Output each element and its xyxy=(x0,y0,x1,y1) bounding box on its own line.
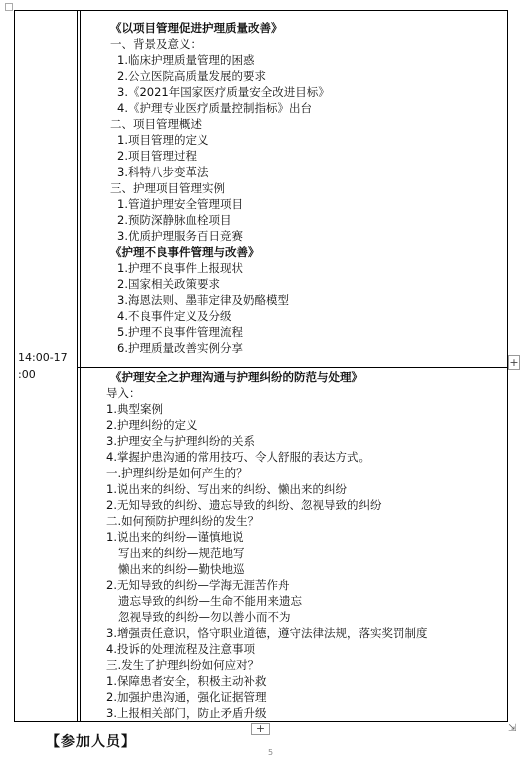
list-item: 1.管道护理安全管理项目 xyxy=(117,197,243,211)
section-heading: 一.护理纠纷是如何产生的？ xyxy=(106,466,248,480)
participants-heading: 【参加人员】 xyxy=(46,734,136,750)
list-item: 懒出来的纠纷—勤快地巡 xyxy=(118,562,245,576)
section-heading: 导入： xyxy=(106,386,141,400)
section-heading: 一、背景及意义： xyxy=(110,37,202,51)
list-item: 2.无知导致的纠纷—学海无涯苦作舟 xyxy=(106,578,290,592)
list-item: 6.护理质量改善实例分享 xyxy=(117,341,243,355)
list-item: 1.说出来的纠纷—谨慎地说 xyxy=(106,530,244,544)
course-title-1: 《以项目管理促进护理质量改善》 xyxy=(110,21,283,35)
list-item: 4.《护理专业医疗质量控制指标》出台 xyxy=(117,101,312,115)
list-item: 3.优质护理服务百日竞赛 xyxy=(117,229,243,243)
section-heading: 三、护理项目管理实例 xyxy=(110,181,225,195)
list-item: 1.项目管理的定义 xyxy=(117,133,209,147)
list-item: 4.掌握护患沟通的常用技巧、令人舒服的表达方式。 xyxy=(106,450,370,464)
list-item: 4.不良事件定义及分级 xyxy=(117,309,232,323)
list-item: 3.海恩法则、墨菲定律及奶酪模型 xyxy=(117,293,289,307)
list-item: 忽视导致的纠纷—勿以善小而不为 xyxy=(118,610,291,624)
page-number: 5 xyxy=(268,748,274,757)
list-item: 3.《2021年国家医疗质量安全改进目标》 xyxy=(117,85,330,99)
list-item: 2.项目管理过程 xyxy=(117,149,197,163)
list-item: 2.国家相关政策要求 xyxy=(117,277,220,291)
list-item: 5.护理不良事件管理流程 xyxy=(117,325,243,339)
list-item: 3.护理安全与护理纠纷的关系 xyxy=(106,434,255,448)
list-item: 1.典型案例 xyxy=(106,402,163,416)
list-item: 1.临床护理质量管理的困惑 xyxy=(117,53,255,67)
list-item: 3.增强责任意识，恪守职业道德，遵守法律法规，落实奖罚制度 xyxy=(106,626,428,640)
time-cell xyxy=(18,349,78,383)
list-item: 2.加强护患沟通，强化证据管理 xyxy=(106,690,267,704)
list-item: 2.预防深静脉血栓项目 xyxy=(117,213,232,227)
section-heading: 二、项目管理概述 xyxy=(110,117,202,131)
list-item: 遗忘导致的纠纷—生命不能用来遗忘 xyxy=(118,594,302,608)
section-heading: 二.如何预防护理纠纷的发生？ xyxy=(106,514,260,528)
list-item: 4.投诉的处理流程及注意事项 xyxy=(106,642,255,656)
list-item: 2.护理纠纷的定义 xyxy=(106,418,198,432)
course-title-3: 《护理安全之护理沟通与护理纠纷的防范与处理》 xyxy=(110,370,363,384)
list-item: 3.上报相关部门，防止矛盾升级 xyxy=(106,706,267,720)
course-title-2: 《护理不良事件管理与改善》 xyxy=(110,245,260,259)
list-item: 2.无知导致的纠纷、遗忘导致的纠纷、忽视导致的纠纷 xyxy=(106,498,382,512)
table-resize-icon[interactable]: ⇲ xyxy=(508,723,517,734)
time-start: 14:00-17 xyxy=(18,351,68,364)
list-item: 1.说出来的纠纷、写出来的纠纷、懒出来的纠纷 xyxy=(106,482,347,496)
insert-row-button[interactable]: + xyxy=(251,723,270,735)
list-item: 1.保障患者安全，积极主动补救 xyxy=(106,674,267,688)
list-item: 写出来的纠纷—规范地写 xyxy=(118,546,245,560)
section-heading: 三.发生了护理纠纷如何应对？ xyxy=(106,658,260,672)
list-item: 2.公立医院高质量发展的要求 xyxy=(117,69,266,83)
column-divider-inner xyxy=(80,11,81,721)
list-item: 3.科特八步变革法 xyxy=(117,165,209,179)
row-divider xyxy=(77,367,507,368)
insert-column-button[interactable]: + xyxy=(509,356,519,369)
time-end: :00 xyxy=(18,368,36,381)
table-move-handle[interactable] xyxy=(5,3,13,11)
list-item: 1.护理不良事件上报现状 xyxy=(117,261,243,275)
